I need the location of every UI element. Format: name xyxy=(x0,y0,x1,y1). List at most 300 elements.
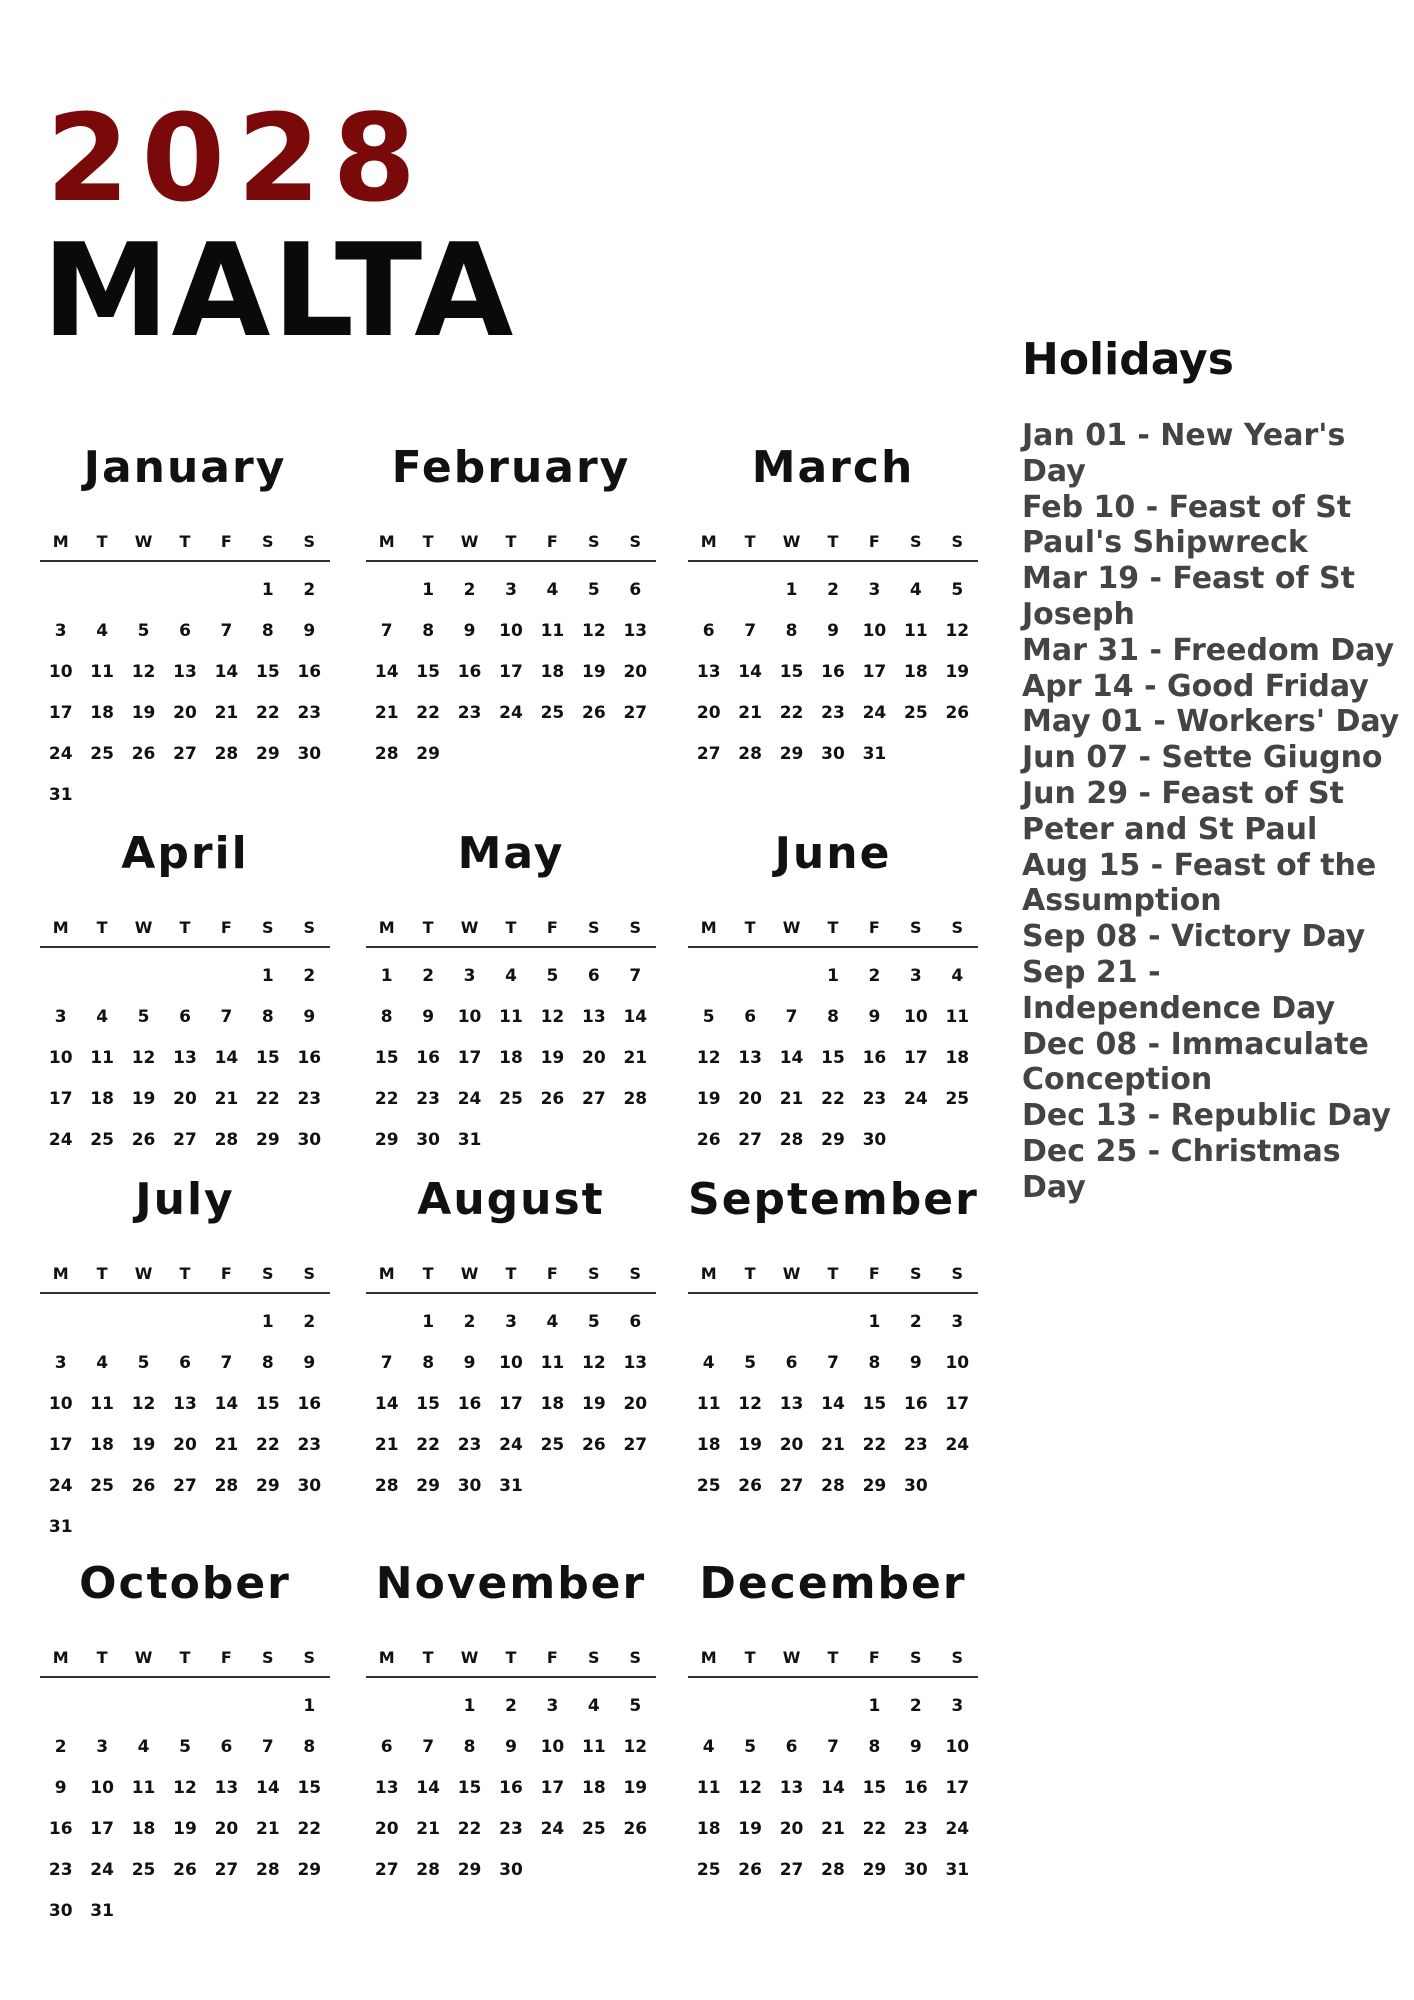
day-cell: 18 xyxy=(582,1778,606,1798)
weekday-header xyxy=(688,1644,978,1670)
day-cell: 8 xyxy=(261,621,274,641)
weekday-label: S xyxy=(910,1647,922,1667)
day-cell: 5 xyxy=(587,1312,600,1332)
day-cell: 26 xyxy=(131,744,156,764)
day-cell: 31 xyxy=(48,785,73,805)
day-cell: 24 xyxy=(48,744,73,764)
weekday-label: T xyxy=(96,1647,108,1667)
day-cell: 6 xyxy=(179,1007,191,1027)
day-cell: 22 xyxy=(821,1089,845,1109)
day-cell: 24 xyxy=(862,703,887,723)
day-cell: 9 xyxy=(54,1778,67,1798)
day-cell: 3 xyxy=(463,966,476,986)
day-cell: 6 xyxy=(629,1312,642,1332)
weekday-label: S xyxy=(629,1647,641,1667)
day-cell: 20 xyxy=(779,1819,804,1839)
weekday-label: S xyxy=(910,1263,922,1283)
day-cell: 16 xyxy=(457,1394,482,1414)
day-cell: 1 xyxy=(827,966,839,986)
day-cell: 9 xyxy=(422,1007,435,1027)
day-cell: 10 xyxy=(90,1778,114,1798)
weekday-label: W xyxy=(782,531,801,551)
day-cell: 22 xyxy=(416,1435,440,1455)
day-cell: 27 xyxy=(173,1130,197,1150)
day-cell: 5 xyxy=(137,1353,150,1373)
day-cell: 13 xyxy=(738,1048,762,1068)
weekday-label: F xyxy=(868,917,880,937)
month-name: July xyxy=(135,1174,235,1225)
day-cell: 23 xyxy=(457,703,482,723)
day-cell: 29 xyxy=(374,1130,399,1150)
day-cell: 18 xyxy=(945,1048,970,1068)
month-name: April xyxy=(121,828,249,879)
weekday-label: M xyxy=(378,1263,395,1283)
day-cell: 12 xyxy=(945,621,970,641)
day-cell: 11 xyxy=(499,1007,523,1027)
day-cell: 14 xyxy=(374,662,399,682)
weekday-header xyxy=(366,528,656,554)
day-cell: 25 xyxy=(696,1476,721,1496)
weekday-label: T xyxy=(179,917,191,937)
holiday-item: Dec 13 - Republic Day xyxy=(1022,1098,1391,1134)
day-cell: 25 xyxy=(582,1819,606,1839)
weekday-label: F xyxy=(546,1647,558,1667)
day-cell: 14 xyxy=(623,1007,648,1027)
day-cell: 1 xyxy=(868,1696,881,1716)
holiday-item: Feb 10 - Feast of St Paul's Shipwreck xyxy=(1022,489,1352,561)
weekday-label: S xyxy=(262,531,274,551)
day-cell: 26 xyxy=(738,1860,762,1880)
weekday-label: S xyxy=(910,917,922,937)
day-cell: 27 xyxy=(623,1435,648,1455)
day-cell: 27 xyxy=(173,1476,197,1496)
day-cell: 26 xyxy=(540,1089,565,1109)
day-cell: 9 xyxy=(303,1007,316,1027)
day-cell: 3 xyxy=(868,580,881,600)
day-cell: 8 xyxy=(422,621,435,641)
weekday-label: S xyxy=(262,1647,274,1667)
day-cell: 15 xyxy=(256,1394,280,1414)
day-cell: 14 xyxy=(214,1394,239,1414)
header-divider xyxy=(688,560,978,562)
day-cell: 6 xyxy=(220,1737,233,1757)
weekday-label: M xyxy=(52,1263,69,1283)
holiday-item: May 01 - Workers' Day xyxy=(1022,704,1400,740)
weekday-label: T xyxy=(744,531,756,551)
day-cell: 12 xyxy=(696,1048,721,1068)
weekday-label: S xyxy=(303,1647,315,1667)
day-cell: 2 xyxy=(463,1312,476,1332)
weekday-label: S xyxy=(588,531,600,551)
month-may xyxy=(366,822,656,1192)
day-cell: 11 xyxy=(540,1353,565,1373)
day-cell: 11 xyxy=(904,621,928,641)
day-cell: 27 xyxy=(779,1860,804,1880)
header-divider xyxy=(366,1292,656,1294)
day-cell: 11 xyxy=(582,1737,606,1757)
day-cell: 8 xyxy=(463,1737,476,1757)
weekday-label: S xyxy=(303,1263,315,1283)
day-cell: 7 xyxy=(261,1737,274,1757)
day-cell: 17 xyxy=(540,1778,565,1798)
weekday-label: M xyxy=(52,531,69,551)
month-june xyxy=(688,822,978,1192)
day-cell: 21 xyxy=(738,703,762,723)
day-cell: 1 xyxy=(463,1696,476,1716)
day-cell: 14 xyxy=(821,1394,845,1414)
day-cell: 11 xyxy=(90,662,114,682)
day-cell: 17 xyxy=(457,1048,482,1068)
day-cell: 30 xyxy=(904,1860,928,1880)
day-cell: 29 xyxy=(862,1860,887,1880)
day-cell: 31 xyxy=(457,1130,482,1150)
day-cell: 2 xyxy=(422,966,435,986)
day-cell: 29 xyxy=(256,744,280,764)
weekday-label: T xyxy=(505,531,517,551)
day-cell: 19 xyxy=(131,1435,156,1455)
day-cell: 7 xyxy=(785,1007,798,1027)
weekday-label: S xyxy=(262,917,274,937)
day-cell: 20 xyxy=(173,703,197,723)
day-cell: 29 xyxy=(779,744,804,764)
day-cell: 10 xyxy=(862,621,887,641)
weekday-label: F xyxy=(220,1647,232,1667)
day-cell: 28 xyxy=(821,1860,845,1880)
day-cell: 19 xyxy=(131,703,156,723)
day-cell: 11 xyxy=(90,1394,114,1414)
day-cell: 4 xyxy=(546,580,559,600)
day-cell: 1 xyxy=(261,966,274,986)
day-cell: 10 xyxy=(945,1353,970,1373)
day-cell: 5 xyxy=(179,1737,191,1757)
day-cell: 12 xyxy=(582,621,606,641)
month-name: January xyxy=(83,442,287,493)
weekday-label: T xyxy=(422,1263,434,1283)
day-cell: 20 xyxy=(582,1048,606,1068)
day-cell: 21 xyxy=(821,1435,845,1455)
day-cell: 16 xyxy=(499,1778,523,1798)
day-cell: 3 xyxy=(54,1353,67,1373)
day-cell: 23 xyxy=(821,703,845,723)
day-cell: 30 xyxy=(904,1476,928,1496)
day-cell: 17 xyxy=(48,703,73,723)
day-grid xyxy=(688,1686,978,1891)
day-cell: 26 xyxy=(131,1130,156,1150)
day-cell: 23 xyxy=(457,1435,482,1455)
day-cell: 9 xyxy=(827,621,839,641)
day-cell: 2 xyxy=(463,580,476,600)
day-cell: 13 xyxy=(623,1353,648,1373)
header-divider xyxy=(40,1292,330,1294)
weekday-label: M xyxy=(700,1647,717,1667)
header-divider xyxy=(366,946,656,948)
weekday-label: M xyxy=(700,917,717,937)
day-cell: 7 xyxy=(744,621,757,641)
day-cell: 26 xyxy=(738,1476,762,1496)
day-cell: 12 xyxy=(131,1394,156,1414)
day-cell: 7 xyxy=(220,1353,233,1373)
day-cell: 4 xyxy=(951,966,964,986)
day-cell: 29 xyxy=(862,1476,887,1496)
day-cell: 10 xyxy=(540,1737,565,1757)
day-cell: 6 xyxy=(629,580,642,600)
header-divider xyxy=(688,1676,978,1678)
day-cell: 12 xyxy=(540,1007,565,1027)
day-cell: 21 xyxy=(214,1435,239,1455)
day-cell: 25 xyxy=(131,1860,156,1880)
day-cell: 9 xyxy=(463,621,476,641)
day-cell: 30 xyxy=(821,744,845,764)
day-cell: 29 xyxy=(416,744,440,764)
header-divider xyxy=(40,946,330,948)
day-cell: 8 xyxy=(868,1737,881,1757)
holiday-item: Mar 31 - Freedom Day xyxy=(1022,632,1395,668)
weekday-label: T xyxy=(827,1647,839,1667)
weekday-label: F xyxy=(220,1263,232,1283)
weekday-header xyxy=(366,1260,656,1286)
day-cell: 15 xyxy=(256,662,280,682)
day-cell: 18 xyxy=(540,662,565,682)
day-cell: 13 xyxy=(374,1778,399,1798)
day-cell: 27 xyxy=(374,1860,399,1880)
day-cell: 21 xyxy=(821,1819,845,1839)
day-cell: 4 xyxy=(96,1007,109,1027)
day-cell: 9 xyxy=(303,1353,316,1373)
weekday-label: T xyxy=(96,1263,108,1283)
day-cell: 24 xyxy=(90,1860,114,1880)
weekday-header xyxy=(366,914,656,940)
day-grid xyxy=(40,956,330,1161)
day-cell: 14 xyxy=(214,662,239,682)
day-cell: 21 xyxy=(416,1819,440,1839)
day-cell: 15 xyxy=(297,1778,322,1798)
holiday-list xyxy=(1022,418,1402,1206)
day-cell: 28 xyxy=(214,1130,239,1150)
day-cell: 16 xyxy=(904,1778,928,1798)
day-cell: 26 xyxy=(623,1819,648,1839)
weekday-label: M xyxy=(378,531,395,551)
day-cell: 30 xyxy=(457,1476,482,1496)
day-cell: 30 xyxy=(499,1860,523,1880)
day-cell: 1 xyxy=(868,1312,881,1332)
day-cell: 28 xyxy=(623,1089,648,1109)
day-cell: 23 xyxy=(416,1089,440,1109)
day-cell: 7 xyxy=(380,1353,393,1373)
day-cell: 7 xyxy=(220,621,233,641)
day-cell: 19 xyxy=(582,1394,606,1414)
day-cell: 28 xyxy=(256,1860,280,1880)
day-cell: 12 xyxy=(738,1394,762,1414)
day-cell: 2 xyxy=(909,1696,922,1716)
weekday-label: T xyxy=(179,531,191,551)
day-cell: 6 xyxy=(380,1737,393,1757)
day-cell: 25 xyxy=(696,1860,721,1880)
day-cell: 16 xyxy=(821,662,845,682)
day-cell: 7 xyxy=(629,966,642,986)
weekday-label: F xyxy=(868,1263,880,1283)
weekday-label: T xyxy=(505,1263,517,1283)
day-cell: 27 xyxy=(214,1860,239,1880)
weekday-header xyxy=(40,1260,330,1286)
day-cell: 20 xyxy=(738,1089,762,1109)
day-cell: 24 xyxy=(48,1476,73,1496)
day-grid xyxy=(688,956,978,1161)
holiday-item: Dec 25 - Christmas Day xyxy=(1022,1133,1341,1205)
month-december xyxy=(688,1552,978,1922)
day-cell: 29 xyxy=(457,1860,482,1880)
header-divider xyxy=(688,946,978,948)
day-cell: 4 xyxy=(702,1737,715,1757)
day-cell: 24 xyxy=(499,703,523,723)
day-cell: 18 xyxy=(696,1819,721,1839)
holiday-item: Sep 21 - Independence Day xyxy=(1022,954,1336,1026)
day-cell: 11 xyxy=(945,1007,970,1027)
weekday-label: T xyxy=(827,1263,839,1283)
weekday-label: T xyxy=(505,1647,517,1667)
day-cell: 24 xyxy=(945,1819,970,1839)
day-cell: 18 xyxy=(499,1048,523,1068)
day-cell: 1 xyxy=(261,1312,274,1332)
day-cell: 6 xyxy=(785,1353,798,1373)
day-cell: 25 xyxy=(540,1435,565,1455)
day-cell: 19 xyxy=(738,1435,762,1455)
weekday-label: T xyxy=(827,917,839,937)
holiday-item: Jun 29 - Feast of St Peter and St Paul xyxy=(1022,775,1344,847)
day-cell: 26 xyxy=(696,1130,721,1150)
day-cell: 3 xyxy=(54,621,67,641)
weekday-label: F xyxy=(868,531,880,551)
day-cell: 5 xyxy=(744,1737,757,1757)
header-divider xyxy=(40,1676,330,1678)
day-cell: 18 xyxy=(90,1089,114,1109)
day-cell: 11 xyxy=(696,1394,721,1414)
day-cell: 16 xyxy=(48,1819,73,1839)
day-cell: 28 xyxy=(374,1476,399,1496)
day-cell: 1 xyxy=(261,580,274,600)
day-cell: 28 xyxy=(779,1130,804,1150)
weekday-label: S xyxy=(910,531,922,551)
day-cell: 15 xyxy=(416,662,440,682)
day-cell: 19 xyxy=(131,1089,156,1109)
day-cell: 16 xyxy=(297,1048,322,1068)
day-cell: 17 xyxy=(945,1394,970,1414)
day-cell: 8 xyxy=(261,1353,274,1373)
day-cell: 26 xyxy=(173,1860,197,1880)
day-cell: 30 xyxy=(48,1901,73,1921)
day-cell: 25 xyxy=(540,703,565,723)
day-cell: 30 xyxy=(297,744,322,764)
month-name: February xyxy=(391,442,631,493)
day-cell: 22 xyxy=(256,1089,280,1109)
weekday-label: W xyxy=(782,1647,801,1667)
day-cell: 19 xyxy=(696,1089,721,1109)
weekday-label: M xyxy=(700,1263,717,1283)
day-cell: 20 xyxy=(696,703,721,723)
day-cell: 19 xyxy=(623,1778,648,1798)
weekday-label: T xyxy=(744,1263,756,1283)
weekday-label: T xyxy=(505,917,517,937)
day-cell: 2 xyxy=(303,580,316,600)
weekday-label: S xyxy=(588,917,600,937)
day-cell: 13 xyxy=(214,1778,239,1798)
day-cell: 6 xyxy=(702,621,715,641)
day-cell: 23 xyxy=(48,1860,73,1880)
day-cell: 8 xyxy=(261,1007,274,1027)
weekday-header xyxy=(40,528,330,554)
month-september xyxy=(688,1168,978,1538)
day-cell: 12 xyxy=(131,662,156,682)
holiday-item: Aug 15 - Feast of the Assumption xyxy=(1022,847,1377,919)
day-cell: 26 xyxy=(131,1476,156,1496)
day-cell: 13 xyxy=(173,1048,197,1068)
weekday-label: W xyxy=(134,917,153,937)
day-cell: 6 xyxy=(587,966,600,986)
day-cell: 11 xyxy=(90,1048,114,1068)
day-cell: 15 xyxy=(416,1394,440,1414)
day-cell: 17 xyxy=(904,1048,928,1068)
day-cell: 13 xyxy=(696,662,721,682)
day-cell: 24 xyxy=(540,1819,565,1839)
day-cell: 10 xyxy=(945,1737,970,1757)
day-cell: 22 xyxy=(297,1819,322,1839)
weekday-header xyxy=(366,1644,656,1670)
day-cell: 19 xyxy=(173,1819,197,1839)
weekday-label: S xyxy=(588,1263,600,1283)
day-cell: 21 xyxy=(374,703,399,723)
calendar-year: 2028 xyxy=(46,90,428,229)
day-cell: 18 xyxy=(540,1394,565,1414)
day-cell: 2 xyxy=(505,1696,517,1716)
day-cell: 4 xyxy=(546,1312,559,1332)
day-cell: 25 xyxy=(90,744,114,764)
day-cell: 29 xyxy=(821,1130,845,1150)
weekday-label: S xyxy=(629,531,641,551)
weekday-label: S xyxy=(588,1647,600,1667)
day-cell: 17 xyxy=(499,662,523,682)
month-name: May xyxy=(457,828,565,879)
day-cell: 10 xyxy=(457,1007,482,1027)
weekday-label: W xyxy=(134,531,153,551)
day-cell: 12 xyxy=(738,1778,762,1798)
day-cell: 21 xyxy=(214,1089,239,1109)
weekday-label: S xyxy=(629,917,641,937)
day-cell: 29 xyxy=(416,1476,440,1496)
weekday-label: T xyxy=(827,531,839,551)
day-cell: 5 xyxy=(629,1696,642,1716)
day-cell: 16 xyxy=(297,1394,322,1414)
month-march xyxy=(688,436,978,806)
day-cell: 9 xyxy=(463,1353,476,1373)
day-cell: 29 xyxy=(297,1860,322,1880)
day-cell: 14 xyxy=(821,1778,845,1798)
country-title: MALTA xyxy=(42,217,516,366)
day-cell: 25 xyxy=(499,1089,523,1109)
day-cell: 4 xyxy=(587,1696,600,1716)
day-cell: 12 xyxy=(623,1737,648,1757)
day-grid xyxy=(366,1686,656,1891)
day-cell: 24 xyxy=(499,1435,523,1455)
day-cell: 2 xyxy=(303,1312,316,1332)
day-cell: 27 xyxy=(582,1089,606,1109)
day-cell: 16 xyxy=(862,1048,887,1068)
weekday-label: M xyxy=(378,1647,395,1667)
day-cell: 15 xyxy=(256,1048,280,1068)
day-cell: 21 xyxy=(256,1819,280,1839)
day-cell: 14 xyxy=(738,662,762,682)
weekday-label: W xyxy=(134,1647,153,1667)
month-november xyxy=(366,1552,656,1922)
day-cell: 12 xyxy=(173,1778,197,1798)
